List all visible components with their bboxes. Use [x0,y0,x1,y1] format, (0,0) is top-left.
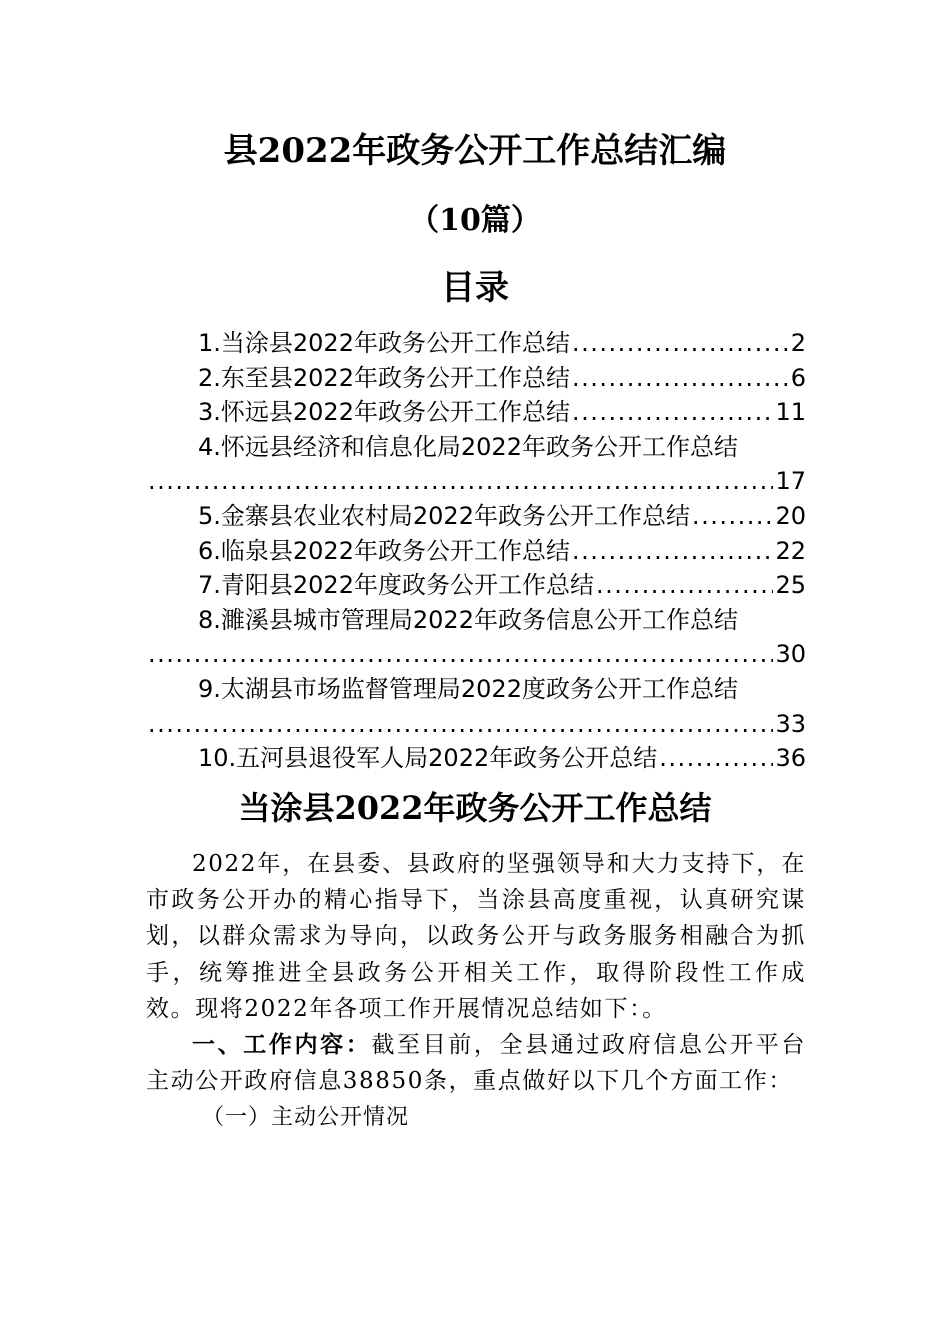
toc-page-number: 20 [775,501,806,530]
paragraph-lead: 一、工作内容： [192,1032,372,1059]
toc-entry-title: 10.五河县退役军人局2022年政务公开总结 [198,744,658,773]
toc-entry-2[interactable] [146,361,806,396]
sub-heading: （一）主动公开情况 [202,1105,410,1131]
toc-entry-8[interactable] [146,603,806,672]
toc-leader-dots [148,637,773,672]
body-paragraph: 2022年，在县委、县政府的坚强领导和大力支持下，在市政务公开办的精心指导下，当涂县高度重视，认真研究谋划，以群众需求为导向，以政务公开与政务服务相融合为抓手，统筹推进全县政务公开相关工作，取得阶段性工作成效。现将2022年各项工作开展情况总结如下：。 [146,851,806,1022]
toc-entry-title: 8.濉溪县城市管理局2022年政务信息公开工作总结 [198,605,738,634]
section-title: 当涂县2022年政务公开工作总结 [238,789,712,827]
toc-page-number: 11 [775,398,806,427]
toc-page-number: 30 [775,640,806,669]
body-paragraph [146,1027,806,1099]
toc-leader-dots [572,534,773,569]
toc-entry-title: 5.金寨县农业农村局2022年政务公开工作总结 [198,501,690,530]
toc-leader-dots [148,464,773,499]
toc-entry-10[interactable] [146,741,806,776]
toc-leader-dots [659,741,773,776]
toc-leader-dots [596,568,773,603]
toc-leader-dots [692,499,773,534]
table-of-contents [146,326,806,776]
toc-entry-7[interactable] [146,568,806,603]
toc-leader-dots [148,707,773,742]
toc-page-number: 22 [775,536,806,565]
toc-entry-1[interactable] [146,326,806,361]
toc-entry-5[interactable] [146,499,806,534]
toc-page-number: 2 [790,329,806,357]
toc-entry-title: 6.临泉县2022年政务公开工作总结 [198,536,570,565]
toc-entry-6[interactable] [146,534,806,569]
toc-entry-3[interactable] [146,395,806,430]
toc-heading: 目录 [441,268,509,308]
toc-entry-title: 7.青阳县2022年度政务公开工作总结 [198,571,594,600]
toc-entry-title: 3.怀远县2022年政务公开工作总结 [198,398,570,427]
toc-entry-title: 9.太湖县市场监督管理局2022度政务公开工作总结 [198,674,738,703]
document-subtitle: （10篇） [409,203,541,238]
toc-page-number: 6 [790,363,806,392]
toc-page-number: 17 [775,467,806,496]
toc-page-number: 25 [775,571,806,600]
section-body [146,846,806,1137]
toc-entry-title: 4.怀远县经济和信息化局2022年政务公开工作总结 [198,432,738,461]
toc-entry-title: 2.东至县2022年政务公开工作总结 [198,363,570,392]
toc-leader-dots [572,395,773,430]
toc-leader-dots [572,361,789,396]
toc-page-number: 33 [775,709,806,738]
toc-page-number: 36 [775,744,806,773]
toc-entry-4[interactable] [146,430,806,499]
toc-entry-9[interactable] [146,672,806,741]
document-title: 县2022年政务公开工作总结汇编 [223,131,727,171]
toc-leader-dots [572,326,789,361]
toc-entry-title: 1.当涂县2022年政务公开工作总结 [198,329,570,357]
paragraph-text: 截至目前，全县通过政府信息公开平台主动公开政府信息38850条，重点做好以下几个方面工作： [146,1032,807,1095]
